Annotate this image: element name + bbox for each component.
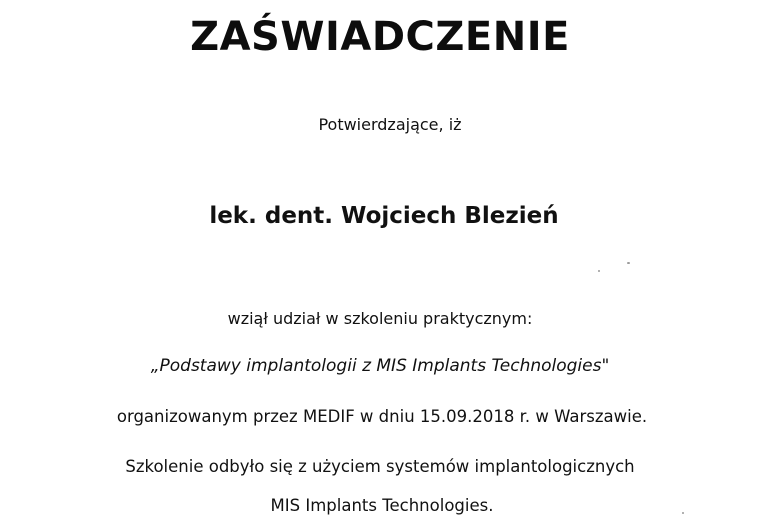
scan-speck <box>627 262 630 264</box>
recipient-name: lek. dent. Wojciech Blezień <box>209 203 559 229</box>
certificate-title: ZAŚWIADCZENIE <box>190 14 570 60</box>
organization-text: organizowanym przez MEDIF w dniu 15.09.2018 r. w Warszawie. <box>116 407 648 426</box>
participation-text: wziął udział w szkoleniu praktycznym: <box>227 309 533 328</box>
course-title: „Podstawy implantologii z MIS Implants Technologies" <box>150 356 610 376</box>
scan-speck <box>682 512 684 514</box>
systems-text-line-1: Szkolenie odbyło się z użyciem systemów implantologicznych <box>125 457 635 476</box>
systems-text-line-2: MIS Implants Technologies. <box>270 496 494 515</box>
scan-speck <box>598 270 600 272</box>
confirmation-text: Potwierdzające, iż <box>318 115 462 134</box>
